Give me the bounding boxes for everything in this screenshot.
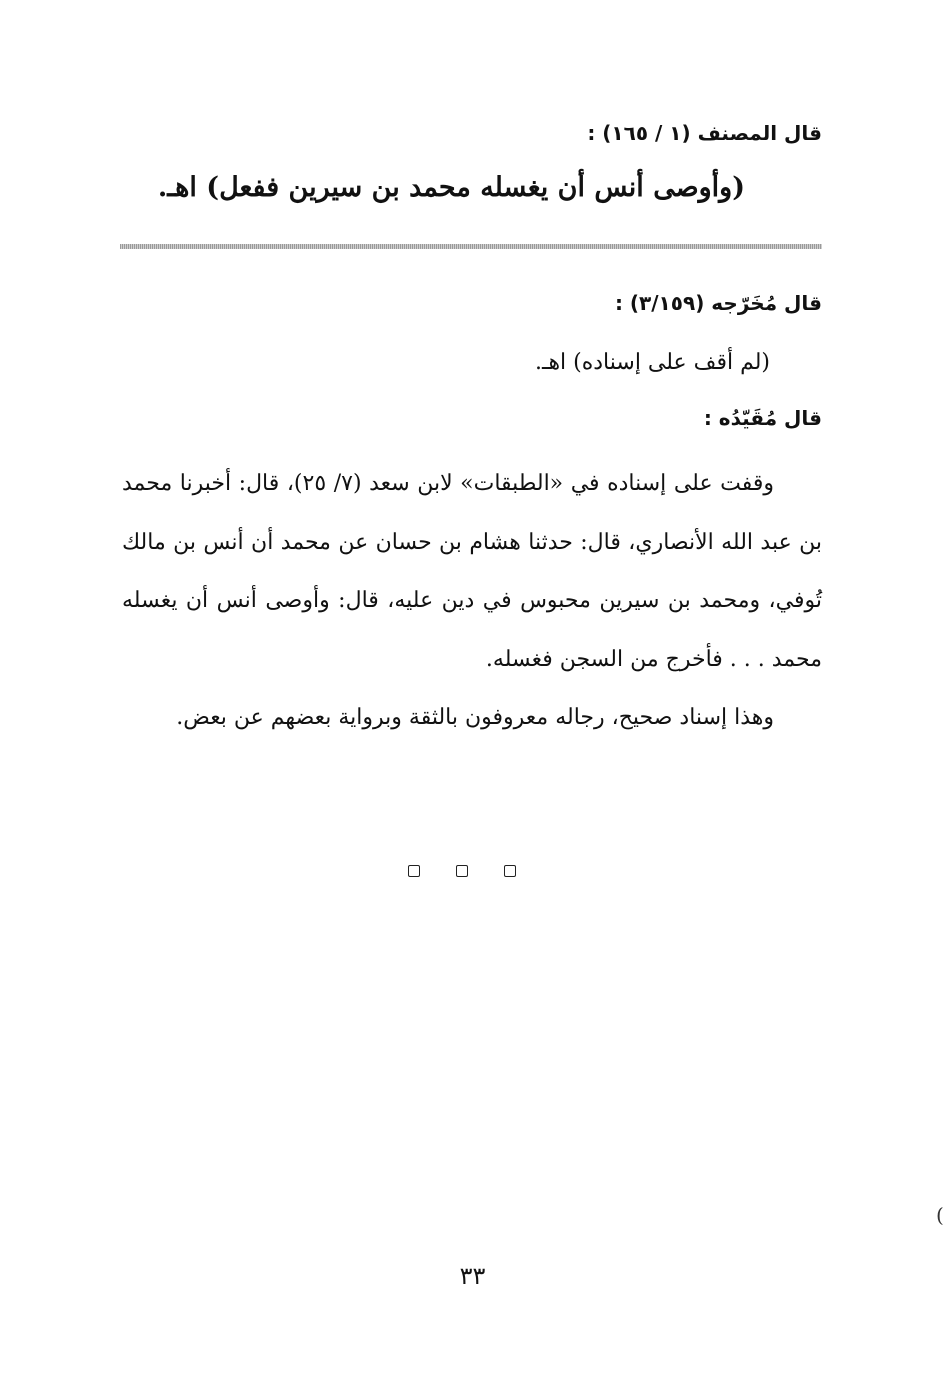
commentary-heading: قال مُقَيّدُه :: [703, 406, 822, 430]
author-quote: (وأوصى أنس أن يغسله محمد بن سيرين ففعل) اهـ.: [157, 172, 745, 203]
commentary-paragraph: وقفت على إسناده في «الطبقات» لابن سعد (٧/ ٢٥)، قال: أخبرنا محمد بن عبد الله الأنصاري، قال: حدثنا هشام بن حسان عن محمد أن أنس بن مالك تُوفي، ومحمد بن سيرين محبوس في دين عليه، قال: وأوصى أنس أن يغسله محمد . . . فأخرج من السجن فغسله.: [122, 471, 822, 672]
section-divider: [120, 244, 822, 249]
box-icon: [504, 865, 516, 877]
takhrij-heading: قال مُخَرّجه (٣/١٥٩) :: [614, 291, 822, 315]
commentary-paragraph: وهذا إسناد صحيح، رجاله معروفون بالثقة وبرواية بعضهم عن بعض.: [176, 705, 774, 730]
author-heading: قال المصنف (١ / ١٦٥) :: [587, 121, 822, 145]
page-number: ٣٣: [459, 1262, 486, 1290]
section-end-markers: [408, 865, 516, 877]
commentary-body: [122, 455, 822, 748]
box-icon: [456, 865, 468, 877]
box-icon: [408, 865, 420, 877]
edge-mark: (: [936, 1203, 944, 1227]
takhrij-quote: (لم أقف على إسناده) اهـ.: [535, 350, 770, 375]
